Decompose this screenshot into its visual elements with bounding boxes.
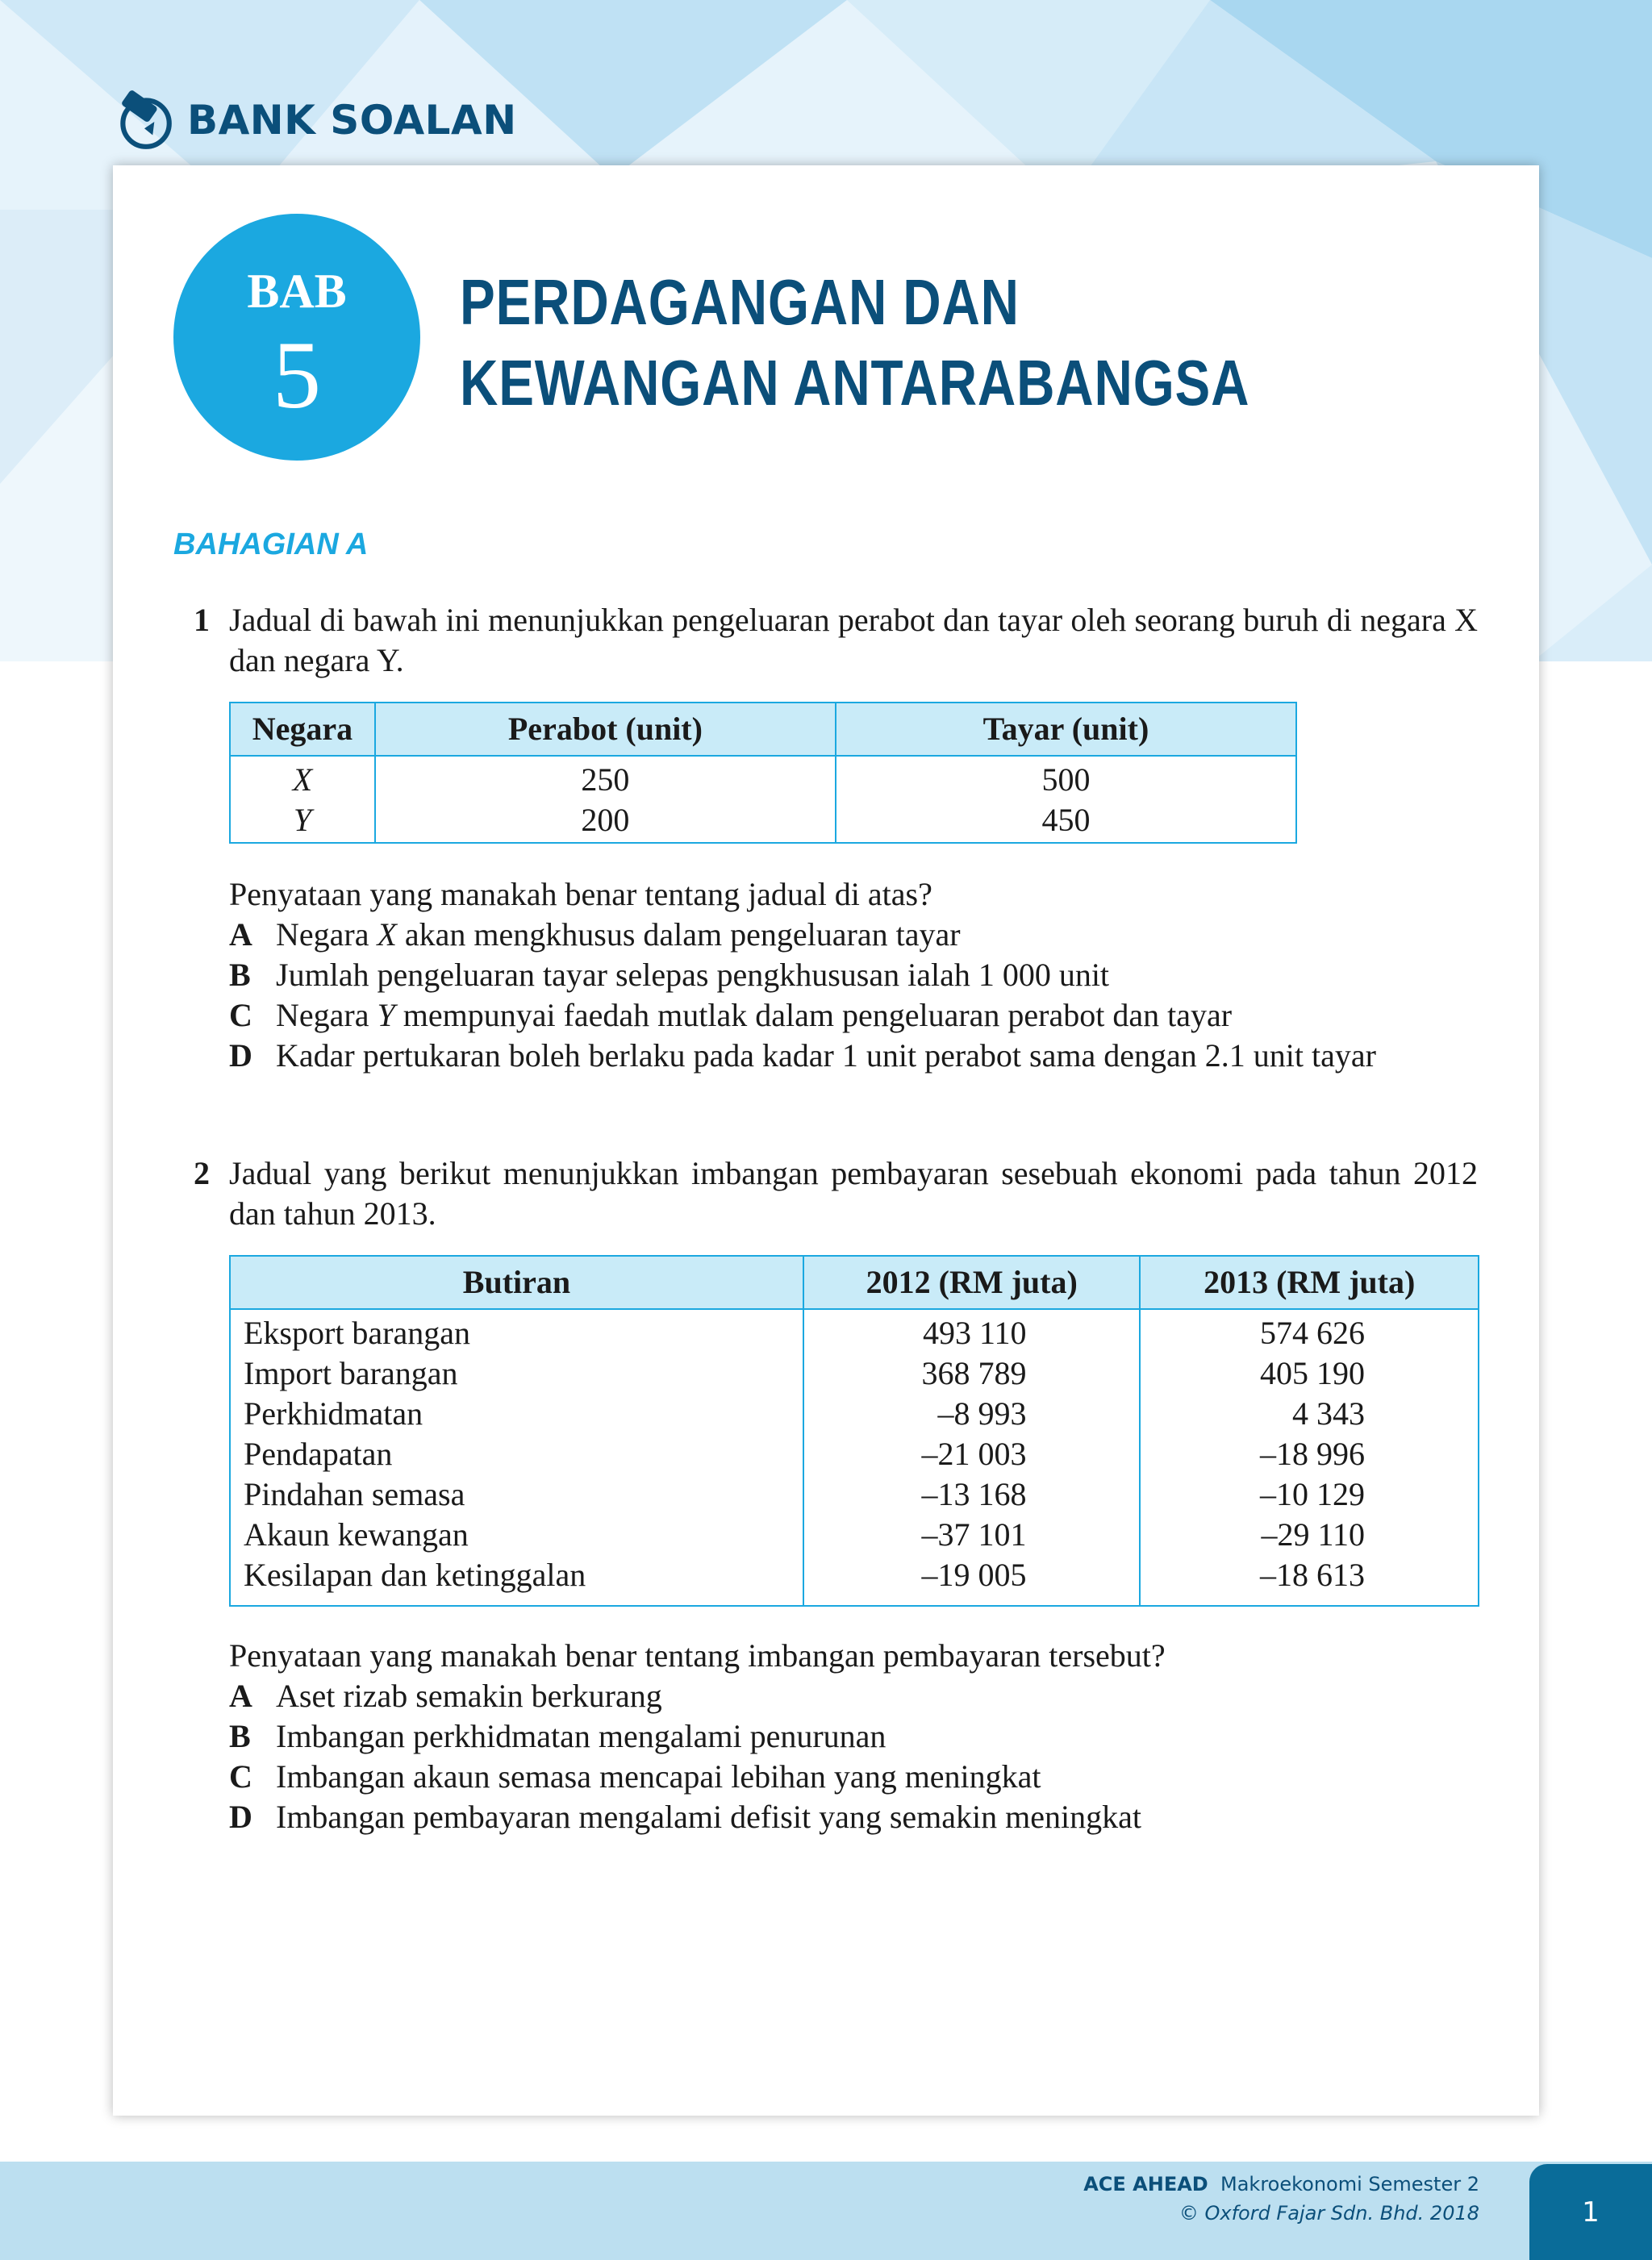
footer-series: ACE AHEAD (1083, 2173, 1208, 2195)
footer-text (1083, 2170, 1479, 2228)
table-cell: 405 190 (1260, 1355, 1365, 1391)
question-2-prompt: Penyataan yang manakah benar tentang imbangan pembayaran tersebut? (229, 1637, 1166, 1674)
table-header: 2012 (RM juta) (803, 1256, 1141, 1309)
table-cell: 493 110 (922, 1315, 1027, 1351)
table-col-2012 (803, 1309, 1141, 1606)
option-letter: D (229, 1799, 252, 1835)
table-cell: 450 (1041, 802, 1091, 838)
table-cell: 4 343 (1292, 1395, 1365, 1432)
table-cell: Perkhidmatan (244, 1395, 423, 1432)
question-2-number: 2 (194, 1155, 210, 1191)
question-2-text: Jadual yang berikut menunjukkan imbangan pembayaran sesebuah ekonomi pada tahun 2012 dan tahun 2013. (229, 1155, 1478, 1232)
table-cell: –37 101 (921, 1516, 1027, 1553)
option-letter: D (229, 1037, 252, 1074)
table-cell: Y (293, 802, 312, 838)
table-cell-tayar (836, 756, 1296, 843)
table-cell: Import barangan (244, 1355, 458, 1391)
question-1-number: 1 (194, 602, 210, 638)
table-cell: –18 996 (1260, 1436, 1365, 1472)
page-number: 1 (1529, 2164, 1652, 2260)
table-header: 2013 (RM juta) (1140, 1256, 1479, 1309)
section-label: BAHAGIAN A (173, 527, 369, 561)
table-header: Tayar (unit) (836, 703, 1296, 756)
table-cell: Eksport barangan (244, 1315, 471, 1351)
question-2-table (229, 1255, 1479, 1607)
table-cell: –8 993 (937, 1395, 1027, 1432)
option-text: Imbangan perkhidmatan mengalami penurunan (276, 1718, 886, 1754)
question-1-prompt: Penyataan yang manakah benar tentang jadual di atas? (229, 876, 932, 912)
page-footer (0, 2162, 1652, 2260)
option-text: Jumlah pengeluaran tayar selepas pengkhususan ialah 1 000 unit (276, 957, 1110, 993)
table-cell: –29 110 (1261, 1516, 1365, 1553)
option-text: Kadar pertukaran boleh berlaku pada kadar 1 unit perabot sama dengan 2.1 unit tayar (276, 1037, 1376, 1074)
question-1-table (229, 702, 1297, 844)
option-text: Negara X akan mengkhusus dalam pengeluaran tayar (276, 916, 961, 953)
table-cell: 250 (581, 761, 630, 798)
table-col-2013 (1140, 1309, 1479, 1606)
table-header: Perabot (unit) (375, 703, 836, 756)
table-cell: Pindahan semasa (244, 1476, 465, 1512)
table-cell: –19 005 (921, 1557, 1027, 1593)
chapter-label: BAB (247, 265, 347, 318)
table-cell: –13 168 (921, 1476, 1027, 1512)
option-letter: B (229, 957, 251, 993)
table-cell: –18 613 (1260, 1557, 1365, 1593)
option-letter: B (229, 1718, 251, 1754)
option-text: Aset rizab semakin berkurang (276, 1678, 662, 1714)
table-cell: –21 003 (921, 1436, 1027, 1472)
option-letter: A (229, 916, 252, 953)
table-cell: –10 129 (1260, 1476, 1365, 1512)
table-cell-country (230, 756, 375, 843)
option-letter: A (229, 1678, 252, 1714)
option-text: Imbangan akaun semasa mencapai lebihan yang meningkat (276, 1758, 1041, 1795)
table-header: Butiran (230, 1256, 803, 1309)
footer-copyright: © Oxford Fajar Sdn. Bhd. 2018 (1179, 2202, 1479, 2225)
table-cell: 574 626 (1260, 1315, 1365, 1351)
table-cell: 500 (1041, 761, 1091, 798)
table-col-items (230, 1309, 803, 1606)
question-1-text: Jadual di bawah ini menunjukkan pengeluaran perabot dan tayar oleh seorang buruh di negara X dan negara Y. (229, 602, 1478, 678)
table-header: Negara (230, 703, 375, 756)
table-cell: Pendapatan (244, 1436, 393, 1472)
option-letter: C (229, 997, 252, 1033)
option-letter: C (229, 1758, 252, 1795)
brand-title: BANK SOALAN (187, 97, 517, 144)
table-cell: Akaun kewangan (244, 1516, 469, 1553)
footer-book: Makroekonomi Semester 2 (1220, 2173, 1479, 2195)
chapter-title-line2: KEWANGAN ANTARABANGSA (460, 347, 1250, 419)
table-cell-perabot (375, 756, 836, 843)
chapter-title-line1: PERDAGANGAN DAN (460, 266, 1020, 338)
chapter-number: 5 (273, 321, 321, 428)
option-text: Imbangan pembayaran mengalami defisit yang semakin meningkat (276, 1799, 1141, 1835)
option-text: Negara Y mempunyai faedah mutlak dalam pengeluaran perabot dan tayar (276, 997, 1233, 1033)
table-cell: X (292, 761, 313, 798)
table-cell: 368 789 (921, 1355, 1027, 1391)
table-cell: Kesilapan dan ketinggalan (244, 1557, 586, 1593)
table-cell: 200 (581, 802, 630, 838)
